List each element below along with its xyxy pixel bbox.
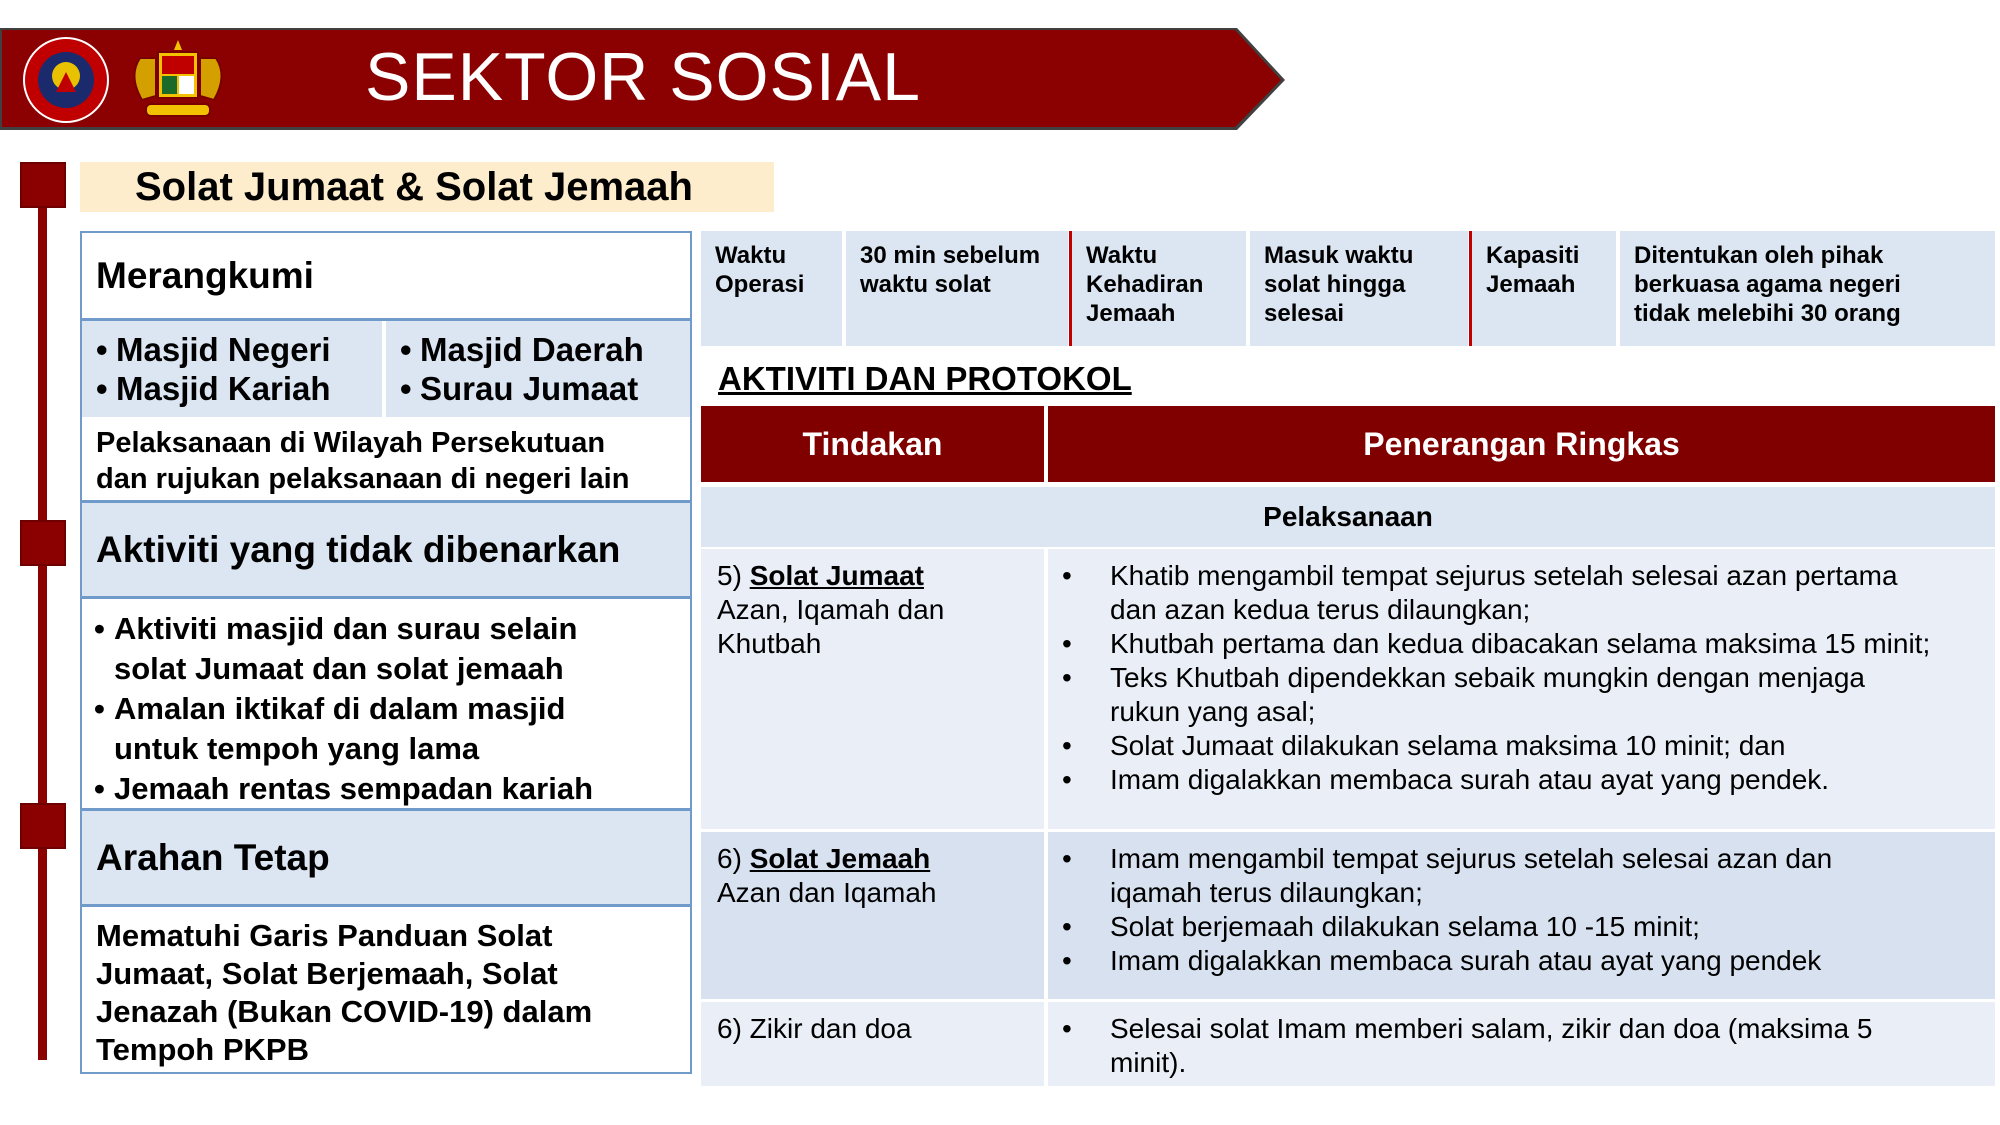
timeline-marker bbox=[20, 162, 66, 208]
list-item: Surau Jumaat bbox=[420, 370, 639, 407]
kapasiti-value: Ditentukan oleh pihak berkuasa agama negeri tidak melebihi 30 orang bbox=[1620, 231, 1995, 346]
table-row bbox=[701, 549, 1995, 829]
left-panel bbox=[80, 231, 692, 1074]
nsc-logo bbox=[22, 36, 110, 124]
arahan-tetap-text: Mematuhi Garis Panduan Solat Jumaat, Solat Berjemaah, Solat Jenazah (Bukan COVID-19) dalam Tempoh PKPB bbox=[96, 918, 593, 1067]
tidak-dibenarkan-list: • Aktiviti masjid dan surau selain solat Jumaat dan solat jemaah • Amalan iktikaf di dalam masjid untuk tempoh yang lama • Jemaah rentas sempadan kariah bbox=[82, 599, 690, 811]
list-item: Masjid Daerah bbox=[420, 331, 644, 368]
list-item: • Teks Khutbah dipendekkan sebaik mungkin dengan menjaga bbox=[1062, 662, 1865, 693]
table-row bbox=[701, 1002, 1995, 1086]
list-item: Masjid Kariah bbox=[116, 370, 331, 407]
list-item: Masjid Negeri bbox=[116, 331, 331, 368]
column-header-penerangan: Penerangan Ringkas bbox=[1048, 406, 1995, 482]
tindakan-cell: 6) Solat Jemaah Azan dan Iqamah bbox=[701, 832, 1044, 999]
merangkumi-list bbox=[82, 321, 690, 417]
list-item: • Solat berjemaah dilakukan selama 10 -15 minit; bbox=[1062, 911, 1700, 942]
list-item: • Selesai solat Imam memberi salam, zikir dan doa (maksima 5 bbox=[1062, 1013, 1873, 1044]
tidak-dibenarkan-heading: Aktiviti yang tidak dibenarkan bbox=[82, 503, 690, 599]
list-item: • Amalan iktikaf di dalam masjid bbox=[94, 691, 566, 726]
merangkumi-col-right: • Masjid Daerah • Surau Jumaat bbox=[386, 321, 690, 417]
kapasiti-label: Kapasiti Jemaah bbox=[1472, 231, 1616, 346]
timeline-marker bbox=[20, 803, 66, 849]
info-strip bbox=[701, 231, 1995, 346]
list-item: • Imam digalakkan membaca surah atau ayat yang pendek. bbox=[1062, 764, 1830, 795]
merangkumi-col-left: • Masjid Negeri • Masjid Kariah bbox=[82, 321, 382, 417]
penerangan-cell: • Selesai solat Imam memberi salam, zikir dan doa (maksima 5 minit). bbox=[1048, 1002, 1995, 1086]
list-item: • Aktiviti masjid dan surau selain bbox=[94, 611, 578, 646]
merangkumi-heading: Merangkumi bbox=[82, 233, 690, 321]
penerangan-cell: • Khatib mengambil tempat sejurus setelah selesai azan pertama dan azan kedua terus dilaungkan; • Khutbah pertama dan kedua dibacakan selama maksima 15 minit; • Teks Khutbah dipendekkan sebaik mungkin dengan menjaga rukun yang asal; • Solat Jumaat dilakukan selama maksima 10 minit; dan • Imam digalakkan membaca surah atau ayat yang pendek. bbox=[1048, 549, 1995, 829]
timeline-line bbox=[38, 170, 47, 1060]
list-item: • Jemaah rentas sempadan kariah bbox=[94, 771, 594, 806]
protocol-heading: AKTIVITI DAN PROTOKOL bbox=[718, 360, 1132, 397]
table-subheader: Pelaksanaan bbox=[701, 487, 1995, 547]
penerangan-cell: • Imam mengambil tempat sejurus setelah selesai azan dan iqamah terus dilaungkan; • Solat berjemaah dilakukan selama 10 -15 minit; • Imam digalakkan membaca surah atau ayat yang pendek bbox=[1048, 832, 1995, 999]
column-header-tindakan: Tindakan bbox=[701, 406, 1044, 482]
waktu-operasi-value: 30 min sebelum waktu solat bbox=[846, 231, 1068, 346]
protocol-table bbox=[701, 406, 1995, 1086]
page-title: SEKTOR SOSIAL bbox=[365, 39, 921, 115]
merangkumi-note: Pelaksanaan di Wilayah Persekutuan dan rujukan pelaksanaan di negeri lain bbox=[82, 417, 690, 503]
list-item: • Khutbah pertama dan kedua dibacakan selama maksima 15 minit; bbox=[1062, 628, 1931, 659]
tindakan-cell: 6) Zikir dan doa bbox=[701, 1002, 1044, 1086]
waktu-operasi-label: Waktu Operasi bbox=[701, 231, 842, 346]
waktu-kehadiran-label: Waktu Kehadiran Jemaah bbox=[1072, 231, 1246, 346]
list-item: • Imam digalakkan membaca surah atau ayat yang pendek bbox=[1062, 945, 1822, 976]
coat-of-arms-logo bbox=[120, 36, 236, 124]
waktu-kehadiran-value: Masuk waktu solat hingga selesai bbox=[1250, 231, 1468, 346]
list-item: • Imam mengambil tempat sejurus setelah selesai azan dan bbox=[1062, 843, 1833, 874]
tindakan-cell: 5) Solat Jumaat Azan, Iqamah dan Khutbah bbox=[701, 549, 1044, 829]
table-row bbox=[701, 832, 1995, 999]
arahan-tetap-heading: Arahan Tetap bbox=[82, 811, 690, 907]
section-heading: Solat Jumaat & Solat Jemaah bbox=[80, 162, 774, 212]
list-item: • Solat Jumaat dilakukan selama maksima 10 minit; dan bbox=[1062, 730, 1786, 761]
timeline-marker bbox=[20, 520, 66, 566]
list-item: • Khatib mengambil tempat sejurus setelah selesai azan pertama bbox=[1062, 560, 1898, 591]
